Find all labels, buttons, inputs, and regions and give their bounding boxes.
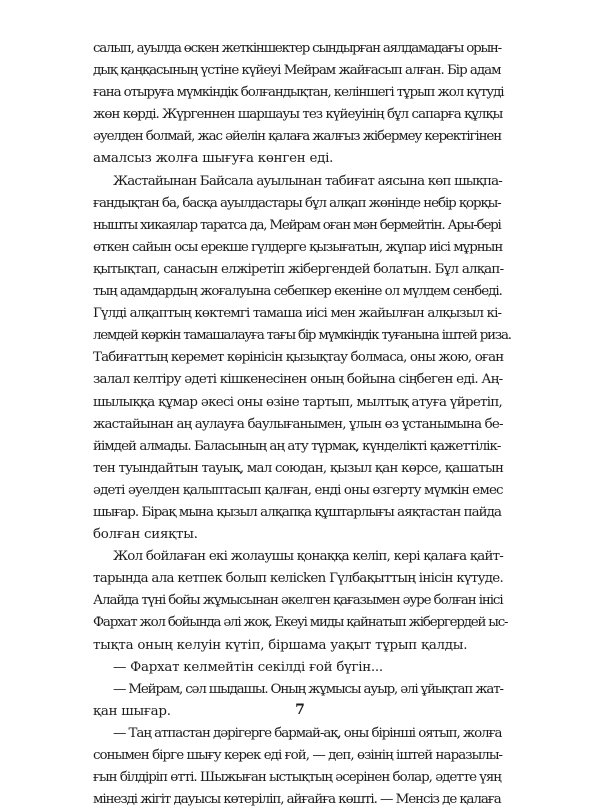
text-line: ғын білдіріп өтті. Шыжыған ыстықтың әсерінен болар, әдетте үяң bbox=[93, 770, 501, 786]
text-line: тың адамдардың жоғалуына себепкер екеніне ол мүлдем сенбеді. bbox=[93, 284, 502, 300]
text-line: тен туындайтын тауық, мал союдан, қызыл қан көрсе, қашатын bbox=[93, 460, 504, 476]
text-line: қытықтап, санасын елжіретіп жібергендей болатын. Бұл алқап- bbox=[93, 261, 504, 277]
body-text bbox=[93, 38, 511, 811]
text-line: ғана отыруға мүмкіндік болғандықтан, келіншегі тұрып жол күтуді bbox=[93, 85, 504, 101]
text-line: Табиғаттың керемет көрінісін қызықтау болмаса, оны жою, оған bbox=[93, 350, 504, 366]
text-line: Алайда түні бойы жұмысынан әкелген қағазымен әуре болған інісі bbox=[93, 593, 503, 609]
text-line: болған сияқты. bbox=[93, 527, 198, 543]
text-line: жастайынан аң аулауға баулығанымен, ұлын өз ұстанымына бе- bbox=[93, 416, 503, 432]
text-line: өткен сайын осы ерекше гүлдерге қызығатын, жұпар иісі мұрнын bbox=[93, 239, 503, 255]
text-line: қан шығар. bbox=[93, 703, 171, 719]
text-line: тықта оның келуін күтіп, біршама уақыт тұрып қалды. bbox=[93, 637, 468, 653]
text-line: әуелден болмай, жас әйелін қалаға жалғыз жібермеу керектігінен bbox=[93, 129, 502, 145]
dialogue-line: — Мейрам, сәл шыдашы. Оның жұмысы ауыр, әлі ұйықтап жат- bbox=[113, 681, 503, 697]
text-line: шылыққа құмар әкесі оны өзіне тартып, мылтық атуға үйретіп, bbox=[93, 394, 503, 410]
text-line: шығар. Бірақ мына қызыл алқапқа құштарлығы аяқтастан пайда bbox=[93, 504, 501, 520]
text-line: Фархат жол бойында әлі жоқ. Екеуі миды қайнатып жібергердей ыс- bbox=[93, 615, 508, 631]
text-line: мінезді жігіт дауысы көтеріліп, айғайға көшті. — Менсіз де қалаға bbox=[93, 792, 501, 808]
dialogue-line: — Таң атпастан дәрігерге бармай-ақ, оны бірінші оятып, жолға bbox=[113, 725, 502, 741]
text-line: залал келтіру әдеті кішкенесінен оның бойына сіңбеген еді. Аң- bbox=[93, 372, 503, 388]
text-line: салып, ауылда өскен жеткіншектер сындырған аялдамадағы орын- bbox=[93, 41, 501, 56]
text-line: Гүлді алқаптың көктемгі тамаша иісі мен жайылған алқызыл кі- bbox=[93, 306, 502, 322]
text-line: жөн көрді. Жүргеннен шаршауы тез күйеуінің бұл сапарға құлқы bbox=[93, 107, 503, 123]
text-line: нышты хикаялар таратса да, Мейрам оған мән бермейтін. Ары-бері bbox=[93, 217, 501, 233]
text-line: сонымен бірге шығу керек еді ғой, — деп, өзінің іштей наразылы- bbox=[93, 748, 503, 763]
text-line: лемдей көркін тамашалауға тағы бір мүмкіндік туғанына іштей риза. bbox=[93, 328, 511, 344]
text-line: тарында ала кетпек болып келісken Гүлбақыттың інісін күтуде. bbox=[93, 571, 504, 587]
page-number: 7 bbox=[295, 702, 305, 718]
text-line: Жастайынан Байсала ауылынан табиғат аясына көп шықпа- bbox=[113, 173, 502, 189]
text-line: әдеті әуелден қалыптасып қалған, енді оны өзгерту мүмкін емес bbox=[93, 482, 503, 498]
text-line: йімдей алмады. Баласының аң ату түрмақ, күнделікті қажеттілік- bbox=[93, 438, 501, 454]
dialogue-line: — Фархат келмейтін секілді ғой бүгін... bbox=[113, 659, 383, 675]
text-line: амалсыз жолға шығуға көнген еді. bbox=[93, 151, 334, 167]
text-line: Жол бойлаған екі жолаушы қонаққа келіп, кері қалаға қайт- bbox=[113, 549, 504, 565]
text-line: дық қаңқасының үстіне күйеуі Мейрам жайғасып алған. Бір адам bbox=[93, 63, 501, 79]
text-line: ғандықтан ба, басқа ауылдастары бұл алқап жөнінде небір қорқы- bbox=[93, 195, 501, 211]
